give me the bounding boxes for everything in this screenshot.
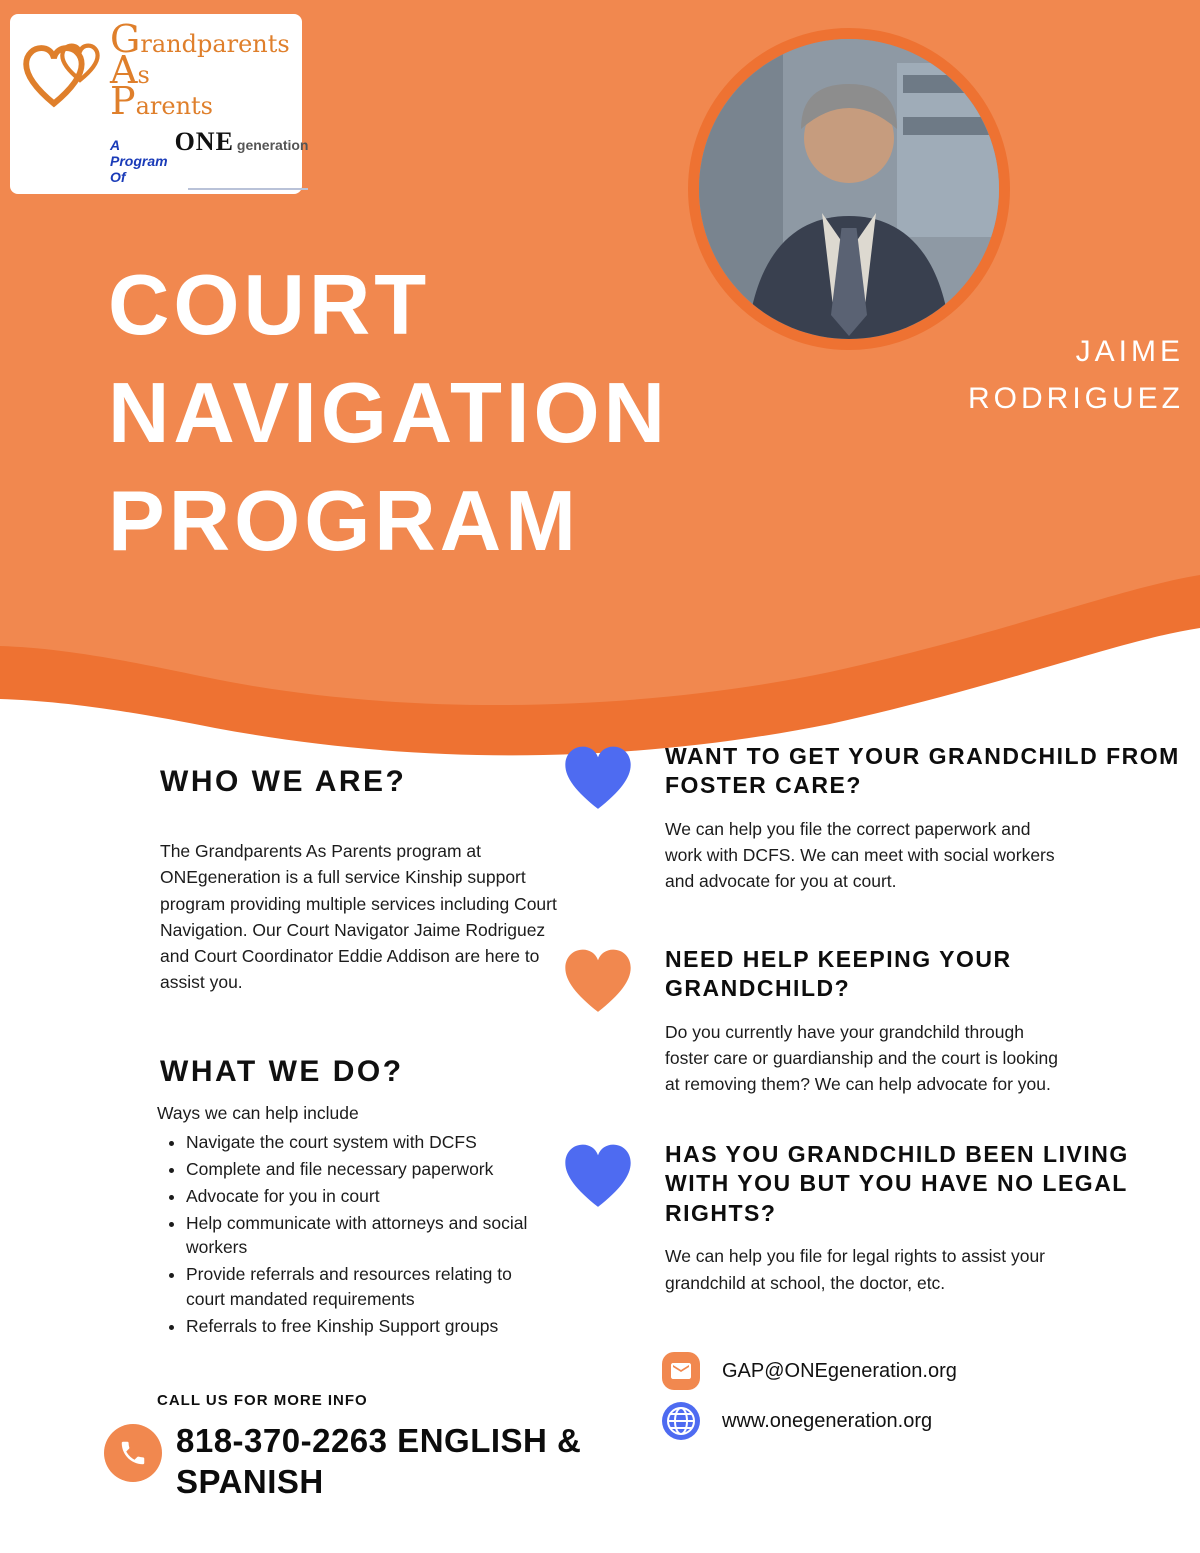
logo-wordmark (106, 17, 309, 185)
wave-divider (0, 560, 1200, 770)
heart-icon-blue (560, 742, 636, 812)
phone-number: 818-370-2263 ENGLISH & SPANISH (176, 1422, 582, 1501)
portrait-photo (688, 28, 1010, 350)
logo-word-as: As (110, 48, 150, 92)
heart-icon-orange (560, 945, 636, 1015)
logo-tagline-rule (188, 188, 308, 190)
portrait-placeholder-illustration (699, 39, 999, 339)
logo-word-grandparents: Grandparents (110, 17, 290, 61)
list-item: • Navigate the court system with DCFS (186, 1130, 545, 1155)
person-first-name: JAIME (1075, 335, 1184, 368)
onegeneration-brand-suffix: generation (236, 137, 309, 153)
section-legal-rights (560, 1140, 1185, 1296)
who-we-are-heading: WHO WE ARE? (160, 765, 407, 798)
person-name (968, 328, 1184, 422)
page-title (108, 252, 669, 576)
what-we-do-heading: WHAT WE DO? (160, 1055, 404, 1088)
phone-row (104, 1420, 646, 1503)
gap-logo-card (10, 14, 309, 194)
title-line-3: PROGRAM (108, 474, 580, 569)
phone-icon (104, 1424, 162, 1482)
call-us-label: CALL US FOR MORE INFO (157, 1392, 368, 1409)
help-bullet-list (160, 1130, 545, 1341)
section-keeping-grandchild (560, 945, 1185, 1098)
list-item: • Provide referrals and resources relating to court mandated requirements (186, 1262, 545, 1312)
title-line-2: NAVIGATION (108, 366, 669, 461)
section-body: We can help you file for legal rights to assist your grandchild at school, the doctor, etc. (665, 1246, 1046, 1293)
list-item: • Help communicate with attorneys and social workers (186, 1211, 545, 1261)
program-of-label: A Program Of (110, 137, 168, 185)
section-body: We can help you file the correct paperwork and work with DCFS. We can meet with social workers and advocate for you at court. (665, 818, 1055, 892)
email-row (662, 1352, 957, 1390)
section-heading: HAS YOU GRANDCHILD BEEN LIVING WITH YOU BUT YOU HAVE NO LEGAL RIGHTS? (665, 1141, 1129, 1226)
what-we-do-intro: Ways we can help include (157, 1103, 359, 1123)
email-address-link[interactable]: GAP@ONEgeneration.org (722, 1359, 957, 1382)
logo-word-parents: Parents (110, 79, 213, 123)
section-foster-care (560, 742, 1185, 895)
list-item: • Referrals to free Kinship Support groups (186, 1314, 545, 1339)
who-we-are-body: The Grandparents As Parents program at ONEgeneration is a full service Kinship support program providing multiple services including Court Navigation. Our Court Navigator Jaime Rodriguez and Court Coordinator Eddie Addison are here to assist you. (160, 841, 557, 993)
heart-icon-blue (560, 1140, 636, 1210)
double-heart-icon (22, 32, 106, 118)
section-body: Do you currently have your grandchild through foster care or guardianship and the court is looking at removing them? We can help advocate for you. (665, 1021, 1059, 1095)
globe-icon (662, 1402, 700, 1440)
onegeneration-brand: ONE (174, 127, 234, 156)
website-link[interactable]: www.onegeneration.org (722, 1409, 933, 1432)
list-item: • Complete and file necessary paperwork (186, 1157, 545, 1182)
website-row (662, 1402, 932, 1440)
list-item: • Advocate for you in court (186, 1184, 545, 1209)
section-heading: NEED HELP KEEPING YOUR GRANDCHILD? (665, 946, 1012, 1002)
envelope-icon (662, 1352, 700, 1390)
person-last-name: RODRIGUEZ (968, 382, 1184, 415)
section-heading: WANT TO GET YOUR GRANDCHILD FROM FOSTER CARE? (665, 743, 1180, 799)
title-line-1: COURT (108, 258, 431, 353)
